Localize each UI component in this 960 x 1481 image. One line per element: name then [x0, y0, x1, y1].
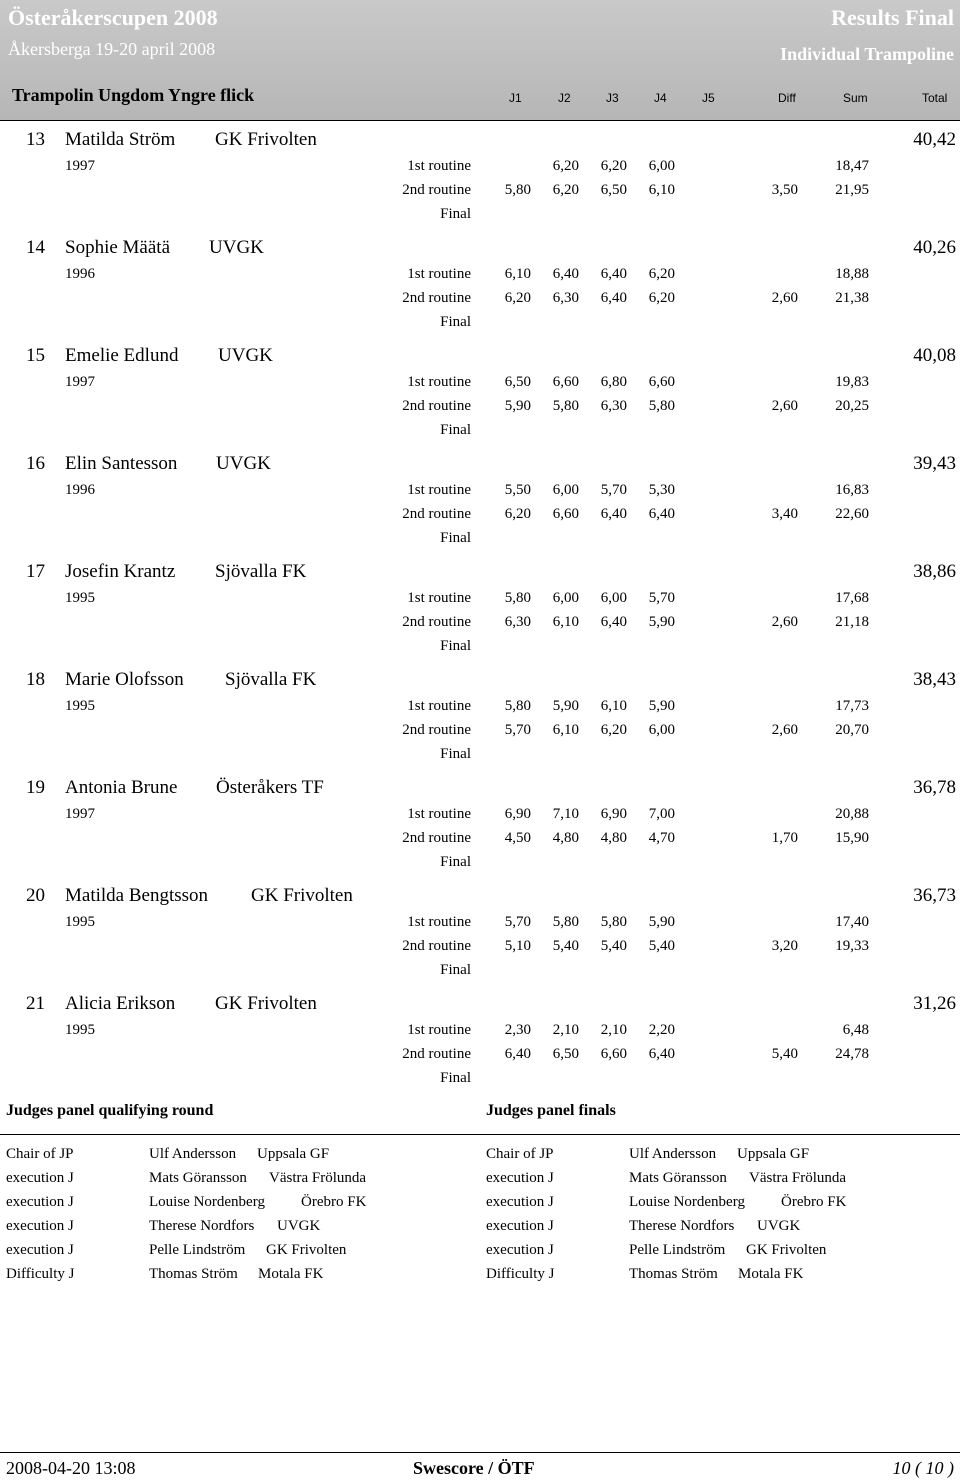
athlete-total: 38,43 [913, 669, 956, 690]
judge-score-j2: 6,30 [552, 290, 579, 306]
judge-score-j4: 6,40 [648, 506, 675, 522]
judge-role: Chair of JP [6, 1146, 74, 1162]
athlete-club: Sjövalla FK [215, 561, 307, 582]
routine-label: Final [440, 746, 471, 762]
athlete-year: 1996 [65, 266, 95, 282]
routine-label: Final [440, 854, 471, 870]
athlete-rank: 21 [26, 993, 45, 1014]
judge-score-j4: 5,30 [648, 482, 675, 498]
judge-score-j1: 5,70 [504, 722, 531, 738]
judge-score-j3: 5,70 [600, 482, 627, 498]
judge-role: execution J [6, 1170, 74, 1186]
judge-score-j4: 6,60 [648, 374, 675, 390]
judge-score-j1: 5,90 [504, 398, 531, 414]
routine-label: 2nd routine [402, 1046, 471, 1062]
routine-sum: 21,38 [835, 290, 869, 306]
athlete-club: UVGK [216, 453, 271, 474]
judge-score-j2: 6,40 [552, 266, 579, 282]
difficulty-score: 3,20 [771, 938, 798, 954]
category-title: Trampolin Ungdom Yngre flick [12, 85, 255, 105]
judge-score-j4: 6,40 [648, 1046, 675, 1062]
routine-sum: 19,33 [835, 938, 869, 954]
judge-score-j2: 2,10 [552, 1022, 579, 1038]
judge-score-j1: 6,90 [504, 806, 531, 822]
athlete-year: 1995 [65, 698, 95, 714]
routine-sum: 17,73 [835, 698, 869, 714]
athlete-club: Sjövalla FK [225, 669, 317, 690]
judge-score-j1: 6,50 [504, 374, 531, 390]
judge-score-j3: 6,10 [600, 698, 627, 714]
routine-label: 1st routine [407, 806, 471, 822]
athlete-block [0, 234, 960, 342]
routine-label: Final [440, 206, 471, 222]
judge-score-j2: 4,80 [552, 830, 579, 846]
routine-label: 1st routine [407, 914, 471, 930]
routine-label: Final [440, 962, 471, 978]
athlete-block [0, 450, 960, 558]
footer-rule [0, 1452, 960, 1453]
athlete-name: Sophie Määtä [65, 237, 171, 258]
col-header-sum: Sum [843, 91, 868, 105]
routine-sum: 20,25 [835, 398, 869, 414]
competition-title: Österåkerscupen 2008 [8, 5, 218, 30]
footer-system: Swescore / ÖTF [413, 1458, 535, 1478]
routine-sum: 18,88 [835, 266, 869, 282]
judge-score-j3: 6,40 [600, 506, 627, 522]
routine-label: 2nd routine [402, 938, 471, 954]
judge-name: Therese Nordfors [629, 1218, 735, 1234]
judge-score-j2: 5,80 [552, 398, 579, 414]
athlete-name: Matilda Ström [65, 129, 176, 150]
judge-score-j4: 4,70 [648, 830, 675, 846]
judge-score-j1: 5,70 [504, 914, 531, 930]
judge-score-j2: 5,40 [552, 938, 579, 954]
judge-score-j4: 2,20 [648, 1022, 675, 1038]
judge-score-j1: 6,20 [504, 290, 531, 306]
athlete-name: Matilda Bengtsson [65, 885, 209, 906]
athlete-club: GK Frivolten [215, 993, 317, 1014]
judge-score-j4: 5,40 [648, 938, 675, 954]
judge-role: Chair of JP [486, 1146, 554, 1162]
routine-sum: 20,88 [835, 806, 869, 822]
athlete-total: 36,73 [913, 885, 956, 906]
athlete-total: 40,42 [913, 129, 956, 150]
judge-role: execution J [6, 1218, 74, 1234]
routine-sum: 18,47 [835, 158, 869, 174]
judge-score-j1: 5,80 [504, 182, 531, 198]
athlete-rank: 13 [26, 129, 45, 150]
judge-role: execution J [6, 1242, 74, 1258]
routine-label: 1st routine [407, 1022, 471, 1038]
athlete-rank: 20 [26, 885, 45, 906]
judge-score-j4: 6,00 [648, 722, 675, 738]
judge-score-j3: 6,40 [600, 266, 627, 282]
footer-datetime: 2008-04-20 13:08 [6, 1458, 136, 1478]
athlete-name: Emelie Edlund [65, 345, 179, 366]
routine-label: 1st routine [407, 158, 471, 174]
judge-score-j3: 4,80 [600, 830, 627, 846]
judge-score-j1: 4,50 [504, 830, 531, 846]
judge-score-j3: 6,60 [600, 1046, 627, 1062]
judge-club: Motala FK [738, 1266, 804, 1282]
athlete-total: 40,08 [913, 345, 956, 366]
col-header-diff: Diff [778, 91, 796, 105]
judge-score-j3: 6,20 [600, 158, 627, 174]
athlete-total: 39,43 [913, 453, 956, 474]
routine-sum: 17,68 [835, 590, 869, 606]
judge-score-j2: 6,20 [552, 158, 579, 174]
routine-label: 1st routine [407, 482, 471, 498]
athlete-block [0, 126, 960, 234]
results-label: Results Final [831, 5, 954, 30]
judge-club: GK Frivolten [266, 1242, 347, 1258]
judge-score-j2: 5,80 [552, 914, 579, 930]
judge-name: Ulf Andersson [629, 1146, 717, 1162]
judge-role: execution J [6, 1194, 74, 1210]
judge-score-j2: 6,20 [552, 182, 579, 198]
judge-name: Pelle Lindström [629, 1242, 726, 1258]
judge-role: execution J [486, 1170, 554, 1186]
athlete-total: 36,78 [913, 777, 956, 798]
judge-score-j1: 5,80 [504, 590, 531, 606]
judge-score-j4: 6,20 [648, 290, 675, 306]
routine-sum: 22,60 [835, 506, 869, 522]
routine-label: 2nd routine [402, 290, 471, 306]
athlete-name: Marie Olofsson [65, 669, 184, 690]
judge-club: Uppsala GF [737, 1146, 810, 1162]
athlete-club: GK Frivolten [215, 129, 317, 150]
footer-page: 10 ( 10 ) [892, 1458, 954, 1478]
event-name: Individual Trampoline [780, 44, 954, 64]
judge-score-j3: 6,20 [600, 722, 627, 738]
judge-club: GK Frivolten [746, 1242, 827, 1258]
judge-score-j3: 6,30 [600, 398, 627, 414]
col-header-j2: J2 [558, 91, 571, 105]
athlete-club: Österåkers TF [216, 777, 324, 798]
routine-label: 1st routine [407, 266, 471, 282]
difficulty-score: 1,70 [771, 830, 798, 846]
athlete-block [0, 558, 960, 666]
athlete-year: 1995 [65, 590, 95, 606]
routine-label: 1st routine [407, 698, 471, 714]
athlete-block [0, 666, 960, 774]
routine-sum: 17,40 [835, 914, 869, 930]
col-header-j3: J3 [606, 91, 619, 105]
judge-score-j2: 6,50 [552, 1046, 579, 1062]
difficulty-score: 2,60 [771, 290, 798, 306]
routine-sum: 16,83 [835, 482, 869, 498]
athlete-block [0, 342, 960, 450]
judge-name: Pelle Lindström [149, 1242, 246, 1258]
routine-label: 2nd routine [402, 398, 471, 414]
difficulty-score: 2,60 [771, 722, 798, 738]
athlete-block [0, 990, 960, 1098]
judge-club: Uppsala GF [257, 1146, 330, 1162]
judge-score-j3: 6,40 [600, 614, 627, 630]
judge-score-j2: 7,10 [552, 806, 579, 822]
routine-sum: 21,18 [835, 614, 869, 630]
judge-score-j4: 5,70 [648, 590, 675, 606]
athlete-rank: 18 [26, 669, 45, 690]
judge-name: Mats Göransson [149, 1170, 247, 1186]
athlete-year: 1997 [65, 158, 95, 174]
judge-score-j4: 6,00 [648, 158, 675, 174]
judge-score-j3: 6,00 [600, 590, 627, 606]
judge-club: UVGK [277, 1218, 321, 1234]
judge-score-j2: 6,00 [552, 482, 579, 498]
judge-score-j2: 6,60 [552, 506, 579, 522]
athlete-name: Alicia Erikson [65, 993, 176, 1014]
routine-sum: 15,90 [835, 830, 869, 846]
judge-score-j2: 6,00 [552, 590, 579, 606]
athlete-rank: 17 [26, 561, 45, 582]
athlete-name: Josefin Krantz [65, 561, 176, 582]
location-date: Åkersberga 19-20 april 2008 [8, 39, 216, 59]
judge-name: Mats Göransson [629, 1170, 727, 1186]
judge-score-j3: 6,50 [600, 182, 627, 198]
routine-sum: 19,83 [835, 374, 869, 390]
col-header-total: Total [922, 91, 948, 105]
judge-role: execution J [486, 1242, 554, 1258]
col-header-j4: J4 [654, 91, 667, 105]
athlete-block [0, 882, 960, 990]
athlete-club: UVGK [209, 237, 264, 258]
judge-score-j1: 5,10 [504, 938, 531, 954]
judge-score-j3: 5,40 [600, 938, 627, 954]
judge-score-j4: 6,20 [648, 266, 675, 282]
judge-score-j2: 6,10 [552, 614, 579, 630]
athlete-rank: 19 [26, 777, 45, 798]
routine-label: 2nd routine [402, 830, 471, 846]
athlete-year: 1995 [65, 914, 95, 930]
col-header-j5: J5 [702, 91, 715, 105]
judge-club: Örebro FK [301, 1194, 367, 1210]
athlete-block [0, 774, 960, 882]
judge-role: execution J [486, 1218, 554, 1234]
judge-score-j3: 6,40 [600, 290, 627, 306]
judge-score-j4: 7,00 [648, 806, 675, 822]
judge-club: Motala FK [258, 1266, 324, 1282]
judge-score-j2: 5,90 [552, 698, 579, 714]
judge-club: Västra Frölunda [749, 1170, 847, 1186]
judge-score-j4: 5,80 [648, 398, 675, 414]
routine-label: Final [440, 314, 471, 330]
judge-name: Thomas Ström [149, 1266, 238, 1282]
routine-label: Final [440, 530, 471, 546]
header-rule [0, 120, 960, 121]
judge-score-j1: 6,20 [504, 506, 531, 522]
routine-sum: 6,48 [842, 1022, 869, 1038]
routine-label: 1st routine [407, 590, 471, 606]
athlete-year: 1995 [65, 1022, 95, 1038]
judge-name: Louise Nordenberg [629, 1194, 745, 1210]
athlete-club: UVGK [218, 345, 273, 366]
athlete-name: Elin Santesson [65, 453, 178, 474]
judge-score-j1: 5,80 [504, 698, 531, 714]
panel-title-qualifying: Judges panel qualifying round [6, 1102, 214, 1119]
routine-label: Final [440, 638, 471, 654]
difficulty-score: 3,40 [771, 506, 798, 522]
routine-label: 2nd routine [402, 182, 471, 198]
judge-score-j1: 6,40 [504, 1046, 531, 1062]
judge-score-j3: 2,10 [600, 1022, 627, 1038]
judge-score-j4: 5,90 [648, 698, 675, 714]
judge-score-j1: 2,30 [504, 1022, 531, 1038]
athlete-year: 1996 [65, 482, 95, 498]
judge-score-j4: 5,90 [648, 614, 675, 630]
athlete-total: 38,86 [913, 561, 956, 582]
judge-score-j1: 6,30 [504, 614, 531, 630]
judge-score-j2: 6,10 [552, 722, 579, 738]
routine-label: 2nd routine [402, 506, 471, 522]
judge-club: Örebro FK [781, 1194, 847, 1210]
judge-score-j3: 5,80 [600, 914, 627, 930]
routine-label: 1st routine [407, 374, 471, 390]
judge-score-j3: 6,80 [600, 374, 627, 390]
judge-score-j4: 5,90 [648, 914, 675, 930]
judge-name: Thomas Ström [629, 1266, 718, 1282]
routine-label: Final [440, 422, 471, 438]
athlete-year: 1997 [65, 374, 95, 390]
athlete-rank: 16 [26, 453, 45, 474]
judge-score-j1: 6,10 [504, 266, 531, 282]
judge-name: Therese Nordfors [149, 1218, 255, 1234]
judge-club: Västra Frölunda [269, 1170, 367, 1186]
difficulty-score: 5,40 [771, 1046, 798, 1062]
panel-rule [0, 1134, 960, 1135]
judge-score-j3: 6,90 [600, 806, 627, 822]
difficulty-score: 2,60 [771, 614, 798, 630]
athlete-total: 31,26 [913, 993, 956, 1014]
athlete-name: Antonia Brune [65, 777, 178, 798]
routine-sum: 21,95 [835, 182, 869, 198]
routine-sum: 20,70 [835, 722, 869, 738]
athlete-year: 1997 [65, 806, 95, 822]
judge-club: UVGK [757, 1218, 801, 1234]
judge-score-j1: 5,50 [504, 482, 531, 498]
athlete-club: GK Frivolten [251, 885, 353, 906]
routine-label: 2nd routine [402, 614, 471, 630]
athlete-total: 40,26 [913, 237, 956, 258]
judge-score-j4: 6,10 [648, 182, 675, 198]
difficulty-score: 2,60 [771, 398, 798, 414]
difficulty-score: 3,50 [771, 182, 798, 198]
judge-name: Louise Nordenberg [149, 1194, 265, 1210]
col-header-j1: J1 [509, 91, 522, 105]
judge-name: Ulf Andersson [149, 1146, 237, 1162]
routine-label: 2nd routine [402, 722, 471, 738]
judge-role: execution J [486, 1194, 554, 1210]
athlete-rank: 14 [26, 237, 45, 258]
routine-label: Final [440, 1070, 471, 1086]
judge-role: Difficulty J [486, 1266, 555, 1282]
panel-title-finals: Judges panel finals [486, 1102, 616, 1119]
routine-sum: 24,78 [835, 1046, 869, 1062]
judge-score-j2: 6,60 [552, 374, 579, 390]
judge-role: Difficulty J [6, 1266, 75, 1282]
athlete-rank: 15 [26, 345, 45, 366]
